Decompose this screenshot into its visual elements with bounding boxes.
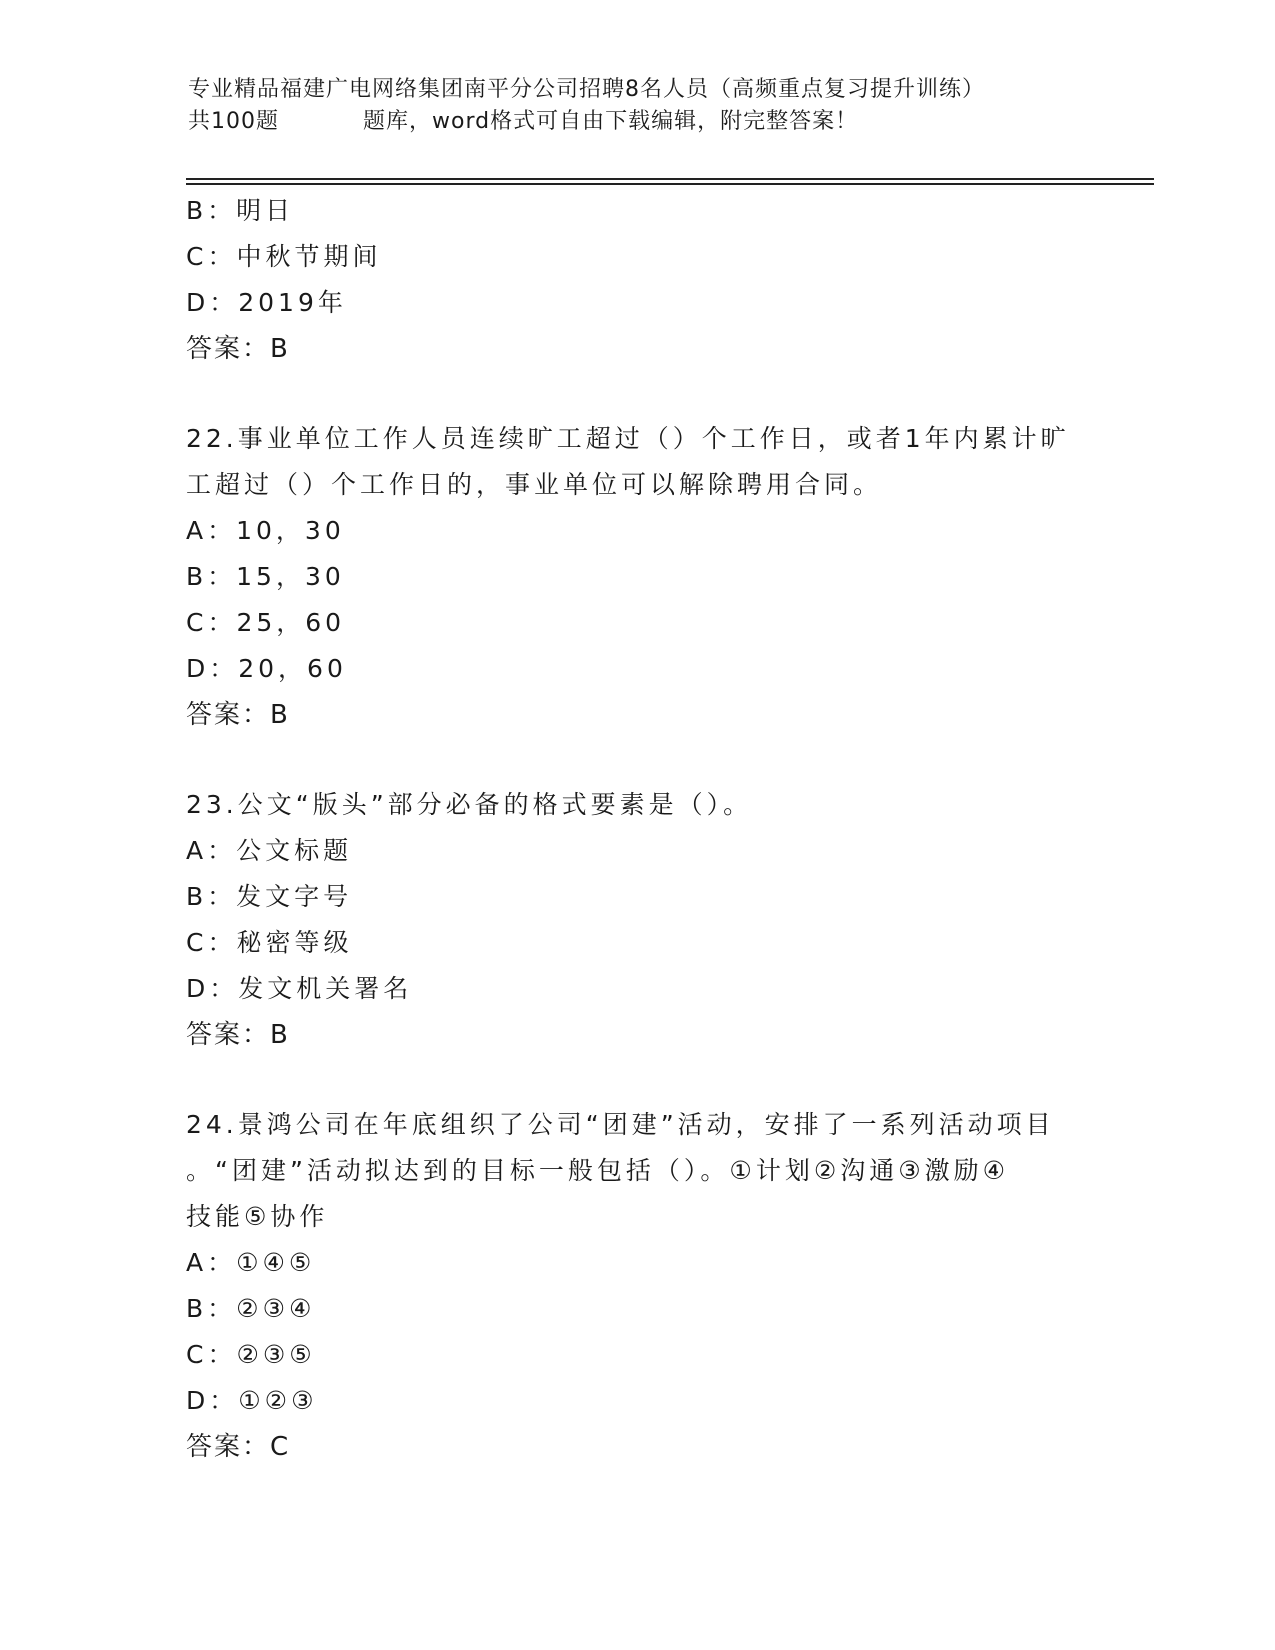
header-subtitle-row bbox=[188, 106, 1088, 138]
question-stem: 24.景鸿公司在年底组织了公司“团建”活动，安排了一系列活动项目 bbox=[186, 1110, 1055, 1139]
option-d: D：发文机关署名 bbox=[186, 974, 413, 1003]
header-divider-top bbox=[186, 178, 1154, 180]
header-divider-bottom bbox=[186, 183, 1154, 185]
answer-line: 答案：B bbox=[186, 334, 290, 364]
option-c: C：②③⑤ bbox=[186, 1340, 316, 1369]
question-list bbox=[186, 188, 1086, 1470]
document-header bbox=[188, 74, 1088, 138]
question-count: 共100题 bbox=[188, 109, 279, 134]
option-b: B：15，30 bbox=[186, 562, 345, 591]
option-b: B：②③④ bbox=[186, 1294, 316, 1323]
option-b: B：明日 bbox=[186, 196, 295, 225]
question-stem-continued: 工超过（）个工作日的，事业单位可以解除聘用合同。 bbox=[186, 470, 883, 499]
question-22 bbox=[186, 416, 1086, 738]
question-stem: 23.公文“版头”部分必备的格式要素是（）。 bbox=[186, 790, 753, 819]
question-stem: 22.事业单位工作人员连续旷工超过（）个工作日，或者1年内累计旷 bbox=[186, 424, 1070, 453]
option-a: A：①④⑤ bbox=[186, 1248, 316, 1277]
header-title: 专业精品福建广电网络集团南平分公司招聘8名人员（高频重点复习提升训练） bbox=[188, 77, 985, 102]
option-c: C：秘密等级 bbox=[186, 928, 353, 957]
option-a: A：10，30 bbox=[186, 516, 345, 545]
question-stem-continued: 技能⑤协作 bbox=[186, 1202, 329, 1231]
option-c: C：25，60 bbox=[186, 608, 346, 637]
option-d: D：20，60 bbox=[186, 654, 347, 683]
header-description: 题库，word格式可自由下载编辑，附完整答案！ bbox=[363, 109, 859, 134]
option-b: B：发文字号 bbox=[186, 882, 353, 911]
option-d: D：2019年 bbox=[186, 288, 347, 317]
question-21 bbox=[186, 188, 1086, 372]
question-24 bbox=[186, 1102, 1086, 1470]
option-d: D：①②③ bbox=[186, 1386, 318, 1415]
answer-line: 答案：C bbox=[186, 1432, 291, 1462]
option-c: C：中秋节期间 bbox=[186, 242, 382, 271]
question-23 bbox=[186, 782, 1086, 1058]
answer-line: 答案：B bbox=[186, 700, 290, 730]
question-stem-continued: 。“团建”活动拟达到的目标一般包括（）。①计划②沟通③激励④ bbox=[186, 1156, 1010, 1185]
answer-line: 答案：B bbox=[186, 1020, 290, 1050]
option-a: A：公文标题 bbox=[186, 836, 353, 865]
